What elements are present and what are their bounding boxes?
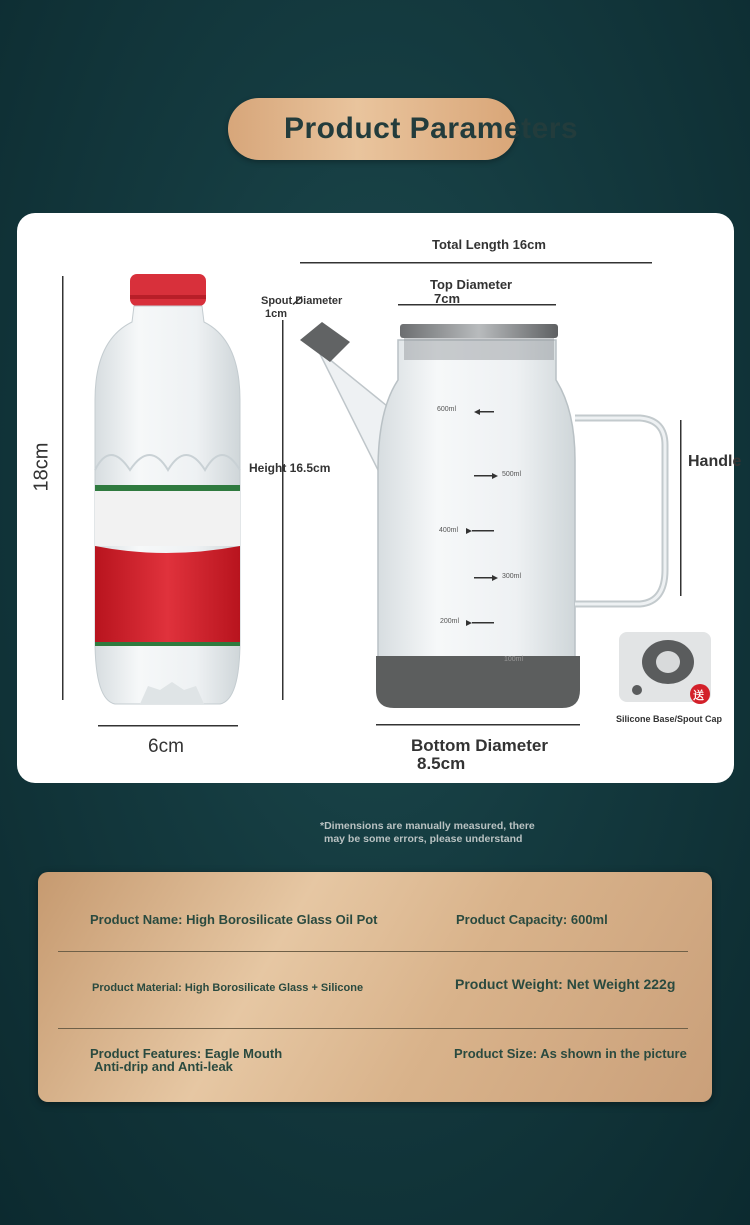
note-line: *Dimensions are manually measured, there xyxy=(320,820,535,832)
spec-features: Product Features: Eagle Mouth xyxy=(90,1046,283,1061)
divider xyxy=(58,951,688,952)
scale-mark: 400ml xyxy=(439,527,459,534)
scale-mark: 600ml xyxy=(437,406,457,413)
spout-diameter-label: Spout Diameter xyxy=(261,295,343,307)
spec-weight: Product Weight: Net Weight 222g xyxy=(455,976,676,992)
total-length-label: Total Length 16cm xyxy=(432,237,546,252)
page-title: Product Parameters xyxy=(284,112,579,145)
gift-label: Silicone Base/Spout Cap xyxy=(616,714,723,724)
note-line: may be some errors, please understand xyxy=(324,833,523,845)
scale-mark: 200ml xyxy=(440,618,460,625)
bottom-diameter-value: 8.5cm xyxy=(417,754,466,773)
spec-features-detail: Anti-drip and Anti-leak xyxy=(94,1059,233,1074)
gift-badge: 送 xyxy=(693,690,704,702)
spec-size: Product Size: As shown in the picture xyxy=(454,1046,687,1061)
spec-material: Product Material: High Borosilicate Glass + Silicone xyxy=(92,982,364,994)
scale-mark: 300ml xyxy=(502,573,522,580)
top-diameter-value: 7cm xyxy=(434,291,461,306)
bottle-height-label: 18cm xyxy=(30,442,53,492)
oil-pot xyxy=(300,322,665,708)
spec-name: Product Name: High Borosilicate Glass Oil Pot xyxy=(90,912,378,927)
height-label: Height 16.5cm xyxy=(249,461,331,475)
scale-mark: 500ml xyxy=(502,471,522,478)
bottom-diameter-label: Bottom Diameter xyxy=(411,736,548,755)
reference-bottle xyxy=(95,274,240,704)
divider xyxy=(58,1028,688,1029)
scale-mark: 100ml xyxy=(504,656,524,663)
spec-capacity: Product Capacity: 600ml xyxy=(456,912,608,927)
handle-label: Handle xyxy=(688,453,742,470)
measurement-note xyxy=(320,820,620,846)
spout-diameter-value: 1cm xyxy=(265,308,288,320)
top-diameter-label: Top Diameter xyxy=(430,277,513,292)
bottle-width-label: 6cm xyxy=(148,736,184,757)
specs-panel xyxy=(38,872,712,1102)
